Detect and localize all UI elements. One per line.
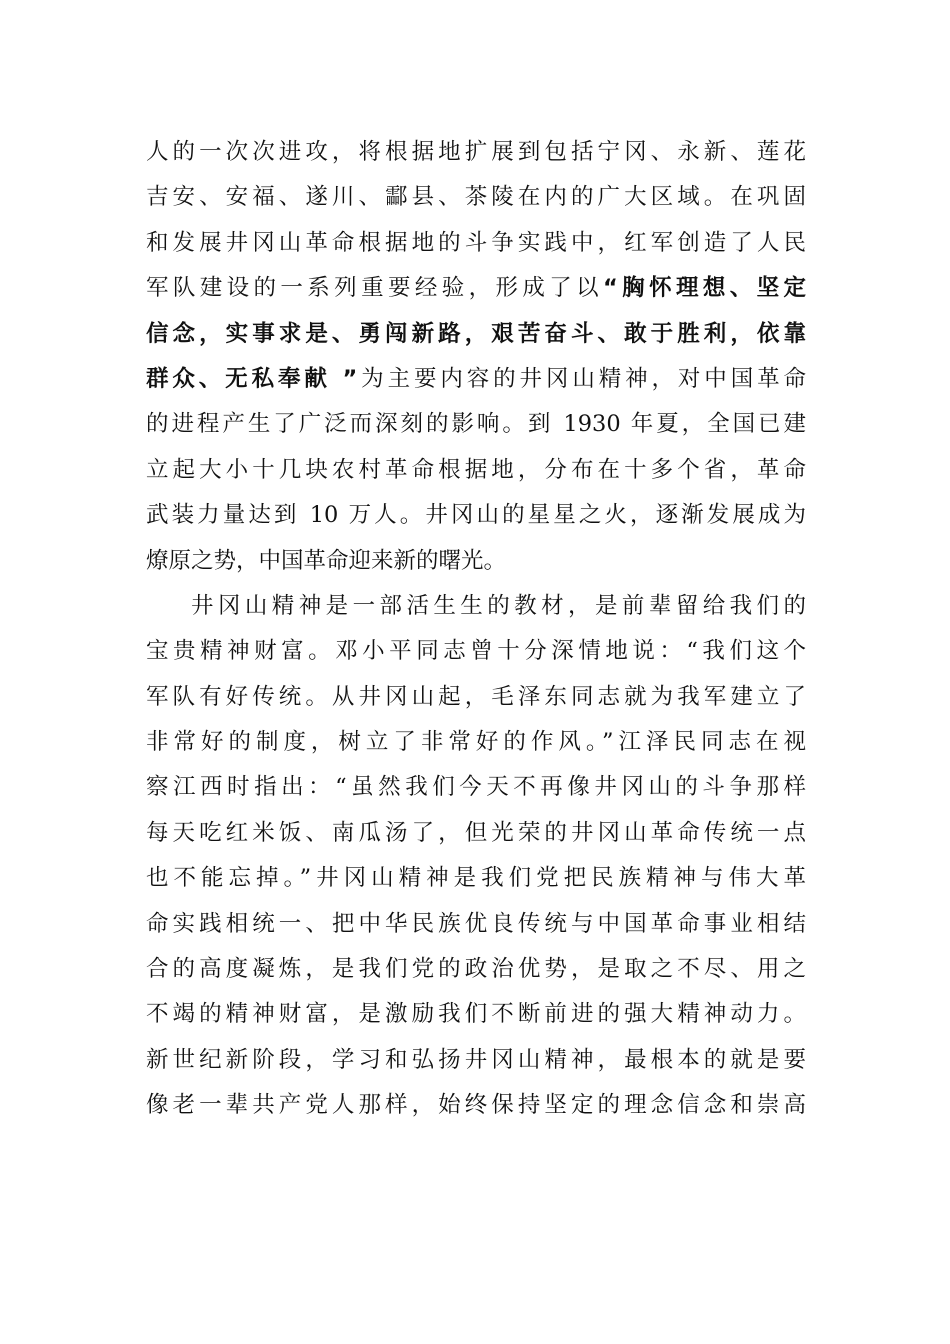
text-segment: 像老一辈共产党人那样，始终保持坚定的理念信念和崇高 (146, 1092, 806, 1119)
text-segment: 燎原之势，中国革命迎来新的曙光。 (146, 547, 507, 574)
text-segment: 合的高度凝炼，是我们党的政治优势，是取之不尽、用之 (146, 956, 806, 983)
text-line (146, 448, 806, 493)
text-line (146, 675, 806, 720)
text-segment: 人的一次次进攻，将根据地扩展到包括宁冈、永新、莲花 (146, 139, 806, 165)
bold-text-segment: “胸怀理想、坚定 (603, 275, 806, 302)
text-line (146, 629, 806, 674)
text-line (146, 765, 806, 810)
text-segment: 军队建设的一系列重要经验，形成了以 (146, 275, 604, 302)
bold-text-segment: 群众、无私奉献 ” (146, 365, 358, 392)
text-line (146, 312, 806, 357)
text-segment: 军队有好传统。从井冈山起，毛泽东同志就为我军建立了 (146, 683, 806, 710)
text-segment: 察江西时指出：“虽然我们今天不再像井冈山的斗争那样 (146, 774, 806, 801)
paragraph (146, 130, 806, 584)
text-line (146, 221, 806, 266)
text-line (146, 402, 806, 447)
text-segment: 武装力量达到 10 万人。井冈山的星星之火，逐渐发展成为 (146, 502, 806, 529)
text-line (146, 539, 806, 584)
text-segment: 和发展井冈山革命根据地的斗争实践中，红军创造了人民 (146, 229, 806, 256)
text-line (146, 992, 806, 1037)
text-segment: 不竭的精神财富，是激励我们不断前进的强大精神动力。 (146, 1001, 806, 1028)
text-line (146, 1038, 806, 1083)
text-line (146, 266, 806, 311)
text-line (146, 720, 806, 765)
text-segment: 每天吃红米饭、南瓜汤了，但光荣的井冈山革命传统一点 (146, 819, 806, 846)
text-segment: 的进程产生了广泛而深刻的影响。到 1930 年夏，全国已建 (146, 411, 806, 438)
text-line (146, 902, 806, 947)
text-segment: 宝贵精神财富。邓小平同志曾十分深情地说：“我们这个 (146, 638, 806, 665)
paragraph (146, 584, 806, 1129)
text-line (146, 811, 806, 856)
body-text (146, 130, 806, 1129)
text-segment: 井冈山精神是一部活生生的教材，是前辈留给我们的 (191, 592, 806, 619)
text-line (146, 175, 806, 220)
text-segment: 也不能忘掉。”井冈山精神是我们党把民族精神与伟大革 (146, 865, 806, 892)
text-segment: 命实践相统一、把中华民族优良传统与中国革命事业相结 (146, 910, 806, 937)
bold-text-segment: 信念，实事求是、勇闯新路，艰苦奋斗、敢于胜利，依靠 (146, 320, 806, 347)
text-line (146, 357, 806, 402)
text-line (146, 584, 806, 629)
text-segment: 新世纪新阶段，学习和弘扬井冈山精神，最根本的就是要 (146, 1046, 806, 1073)
text-segment: 吉安、安福、遂川、酃县、茶陵在内的广大区域。在巩固 (146, 184, 806, 211)
text-line (146, 947, 806, 992)
text-line (146, 856, 806, 901)
text-line (146, 1083, 806, 1128)
text-segment: 为主要内容的井冈山精神，对中国革命 (357, 365, 806, 392)
text-segment: 非常好的制度，树立了非常好的作风。”江泽民同志在视 (146, 729, 806, 756)
text-line (146, 493, 806, 538)
text-line (146, 130, 806, 175)
text-segment: 立起大小十几块农村革命根据地，分布在十多个省，革命 (146, 456, 806, 483)
